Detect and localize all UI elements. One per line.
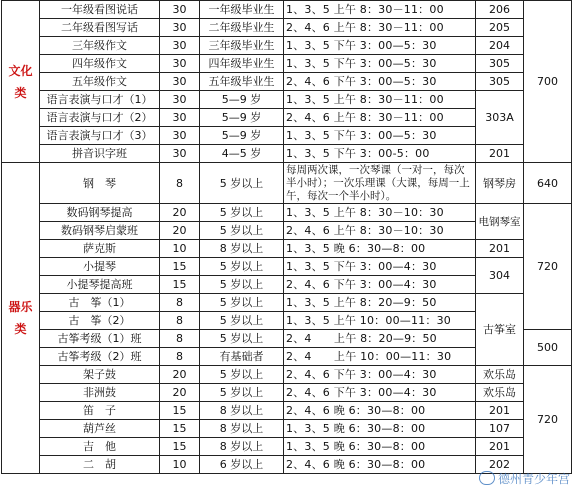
class-time: 1、3、5 上午 10：00—11：30: [284, 312, 476, 330]
class-time: 2、4 上午 10：00—11：30: [284, 348, 476, 366]
table-row: [2, 204, 572, 222]
course-name: 五年级作文: [40, 73, 160, 91]
class-size: 30: [160, 37, 200, 55]
classroom: 电钢琴室: [476, 204, 524, 240]
table-row: [2, 37, 572, 55]
age-requirement: 5 岁以上: [200, 276, 284, 294]
table-row: [2, 1, 572, 19]
table-row: [2, 240, 572, 258]
course-name: 语言表演与口才（3）: [40, 127, 160, 145]
course-name: 四年级作文: [40, 55, 160, 73]
class-size: 15: [160, 402, 200, 420]
course-name: 古 筝（2）: [40, 312, 160, 330]
class-time: 1、3、5 下午 3：00-5：00: [284, 145, 476, 163]
age-requirement: 5 岁以上: [200, 384, 284, 402]
course-schedule-table: [1, 0, 572, 474]
age-requirement: 8 岁以上: [200, 240, 284, 258]
classroom: 201: [476, 438, 524, 456]
class-time: 2、4、6 上午 8：30－11：00: [284, 109, 476, 127]
age-requirement: 5 岁以上: [200, 204, 284, 222]
table-row: [2, 384, 572, 402]
age-requirement: 五年级毕业生: [200, 73, 284, 91]
course-name: 语言表演与口才（1）: [40, 91, 160, 109]
course-name: 非洲鼓: [40, 384, 160, 402]
age-requirement: 6 岁以上: [200, 456, 284, 474]
classroom: 201: [476, 240, 524, 258]
class-size: 30: [160, 1, 200, 19]
class-time: 1、3、5 下午 3：00—4：30: [284, 258, 476, 276]
table-row: [2, 19, 572, 37]
class-time: 1、3、5 上午 8：30－10：30: [284, 204, 476, 222]
classroom: 钢琴房: [476, 163, 524, 204]
age-requirement: 三年级毕业生: [200, 37, 284, 55]
age-requirement: 5 岁以上: [200, 366, 284, 384]
class-size: 20: [160, 366, 200, 384]
age-requirement: 5—9 岁: [200, 109, 284, 127]
class-time: 1、3、5 晚 6：30—8：00: [284, 240, 476, 258]
course-name: 小提琴: [40, 258, 160, 276]
age-requirement: 8 岁以上: [200, 402, 284, 420]
table-row: [2, 438, 572, 456]
course-name: 数码钢琴提高: [40, 204, 160, 222]
category-music: 器乐类: [2, 163, 40, 474]
class-size: 30: [160, 55, 200, 73]
class-time: 1、3、5 晚 6：30—8：00: [284, 420, 476, 438]
class-time: 2、4 上午 8：20—9：50: [284, 330, 476, 348]
age-requirement: 5 岁以上: [200, 330, 284, 348]
age-requirement: 4—5 岁: [200, 145, 284, 163]
watermark: [479, 470, 570, 487]
classroom: 古筝室: [476, 294, 524, 366]
class-size: 15: [160, 438, 200, 456]
classroom: 204: [476, 37, 524, 55]
class-time: 2、4、6 上午 8：30－10：30: [284, 222, 476, 240]
classroom: 305: [476, 55, 524, 73]
classroom: 205: [476, 19, 524, 37]
class-size: 20: [160, 204, 200, 222]
age-requirement: 一年级毕业生: [200, 1, 284, 19]
course-name: 葫芦丝: [40, 420, 160, 438]
course-name: 架子鼓: [40, 366, 160, 384]
class-size: 15: [160, 258, 200, 276]
classroom: 107: [476, 420, 524, 438]
fee: 640: [524, 163, 572, 204]
classroom: 201: [476, 145, 524, 163]
classroom: 303A: [476, 91, 524, 145]
course-name: 拼音识字班: [40, 145, 160, 163]
class-time: 2、4、6 下午 3：00—4：30: [284, 384, 476, 402]
class-time: 1、3、5 上午 8：30－11：00: [284, 91, 476, 109]
class-time: 2、4、6 上午 8：30－11：00: [284, 19, 476, 37]
course-name: 三年级作文: [40, 37, 160, 55]
class-size: 30: [160, 73, 200, 91]
classroom: 欢乐岛: [476, 366, 524, 384]
class-size: 20: [160, 222, 200, 240]
table-row: [2, 55, 572, 73]
class-size: 8: [160, 163, 200, 204]
table-row: [2, 91, 572, 109]
class-size: 15: [160, 420, 200, 438]
watermark-text: 德州青少年宫: [497, 472, 570, 486]
age-requirement: 有基础者: [200, 348, 284, 366]
table-row: [2, 145, 572, 163]
class-size: 10: [160, 240, 200, 258]
table-row: [2, 366, 572, 384]
table-row: [2, 294, 572, 312]
age-requirement: 5 岁以上: [200, 294, 284, 312]
classroom: 201: [476, 402, 524, 420]
class-size: 10: [160, 456, 200, 474]
course-name: 古筝考级（2）班: [40, 348, 160, 366]
classroom: 欢乐岛: [476, 384, 524, 402]
classroom: 305: [476, 73, 524, 91]
age-requirement: 5 岁以上: [200, 312, 284, 330]
table-row: [2, 73, 572, 91]
class-time: 1、3、5 上午 8：30－11：00: [284, 1, 476, 19]
course-name: 笛 子: [40, 402, 160, 420]
classroom: 202: [476, 456, 524, 474]
class-size: 8: [160, 312, 200, 330]
table-row: [2, 163, 572, 204]
class-time: 1、3、5 晚 6：30—8：00: [284, 438, 476, 456]
class-time: 1、3、5 下午 3：00—5：30: [284, 37, 476, 55]
wechat-icon: [479, 471, 495, 485]
course-name: 古 筝（1）: [40, 294, 160, 312]
category-culture: 文化类: [2, 1, 40, 163]
class-size: 8: [160, 294, 200, 312]
course-name: 古筝考级（1）班: [40, 330, 160, 348]
class-size: 30: [160, 109, 200, 127]
class-time: 2、4、6 晚 6：30—8：00: [284, 456, 476, 474]
classroom: 304: [476, 258, 524, 294]
class-size: 20: [160, 384, 200, 402]
age-requirement: 5 岁以上: [200, 222, 284, 240]
fee: 500: [524, 330, 572, 366]
age-requirement: 5 岁以上: [200, 258, 284, 276]
age-requirement: 5—9 岁: [200, 91, 284, 109]
class-time: 2、4、6 晚 6：30—8：00: [284, 402, 476, 420]
table-row: [2, 420, 572, 438]
fee: 720: [524, 204, 572, 330]
course-name: 一年级看图说话: [40, 1, 160, 19]
class-time: 2、4、6 下午 3：00—4：30: [284, 276, 476, 294]
fee: 720: [524, 366, 572, 474]
course-name: 二 胡: [40, 456, 160, 474]
class-size: 30: [160, 127, 200, 145]
class-size: 8: [160, 330, 200, 348]
age-requirement: 8 岁以上: [200, 438, 284, 456]
class-time: 1、3、5 下午 3：00—5：30: [284, 55, 476, 73]
age-requirement: 四年级毕业生: [200, 55, 284, 73]
fee: 700: [524, 1, 572, 163]
age-requirement: 8 岁以上: [200, 420, 284, 438]
course-name: 钢 琴: [40, 163, 160, 204]
age-requirement: 5—9 岁: [200, 127, 284, 145]
class-size: 30: [160, 19, 200, 37]
course-name: 语言表演与口才（2）: [40, 109, 160, 127]
class-time: 2、4、6 下午 3：00—4：30: [284, 366, 476, 384]
age-requirement: 5 岁以上: [200, 163, 284, 204]
course-name: 二年级看图写话: [40, 19, 160, 37]
class-size: 30: [160, 145, 200, 163]
class-size: 30: [160, 91, 200, 109]
course-name: 小提琴提高班: [40, 276, 160, 294]
course-name: 吉 他: [40, 438, 160, 456]
course-name: 萨克斯: [40, 240, 160, 258]
class-size: 15: [160, 276, 200, 294]
class-time: 2、4、6 下午 3：00—5：30: [284, 73, 476, 91]
classroom: 206: [476, 1, 524, 19]
table-row: [2, 402, 572, 420]
class-time: 1、3、5 下午 3：00—5：30: [284, 127, 476, 145]
course-name: 数码钢琴启蒙班: [40, 222, 160, 240]
class-size: 8: [160, 348, 200, 366]
table-row: [2, 258, 572, 276]
age-requirement: 二年级毕业生: [200, 19, 284, 37]
class-time: 每周两次课，一次琴课（一对一，每次半小时）；一次乐理课（大课，每周一上午，每次一个半小时）。: [284, 163, 476, 204]
class-time: 1、3、5 上午 8：20—9：50: [284, 294, 476, 312]
